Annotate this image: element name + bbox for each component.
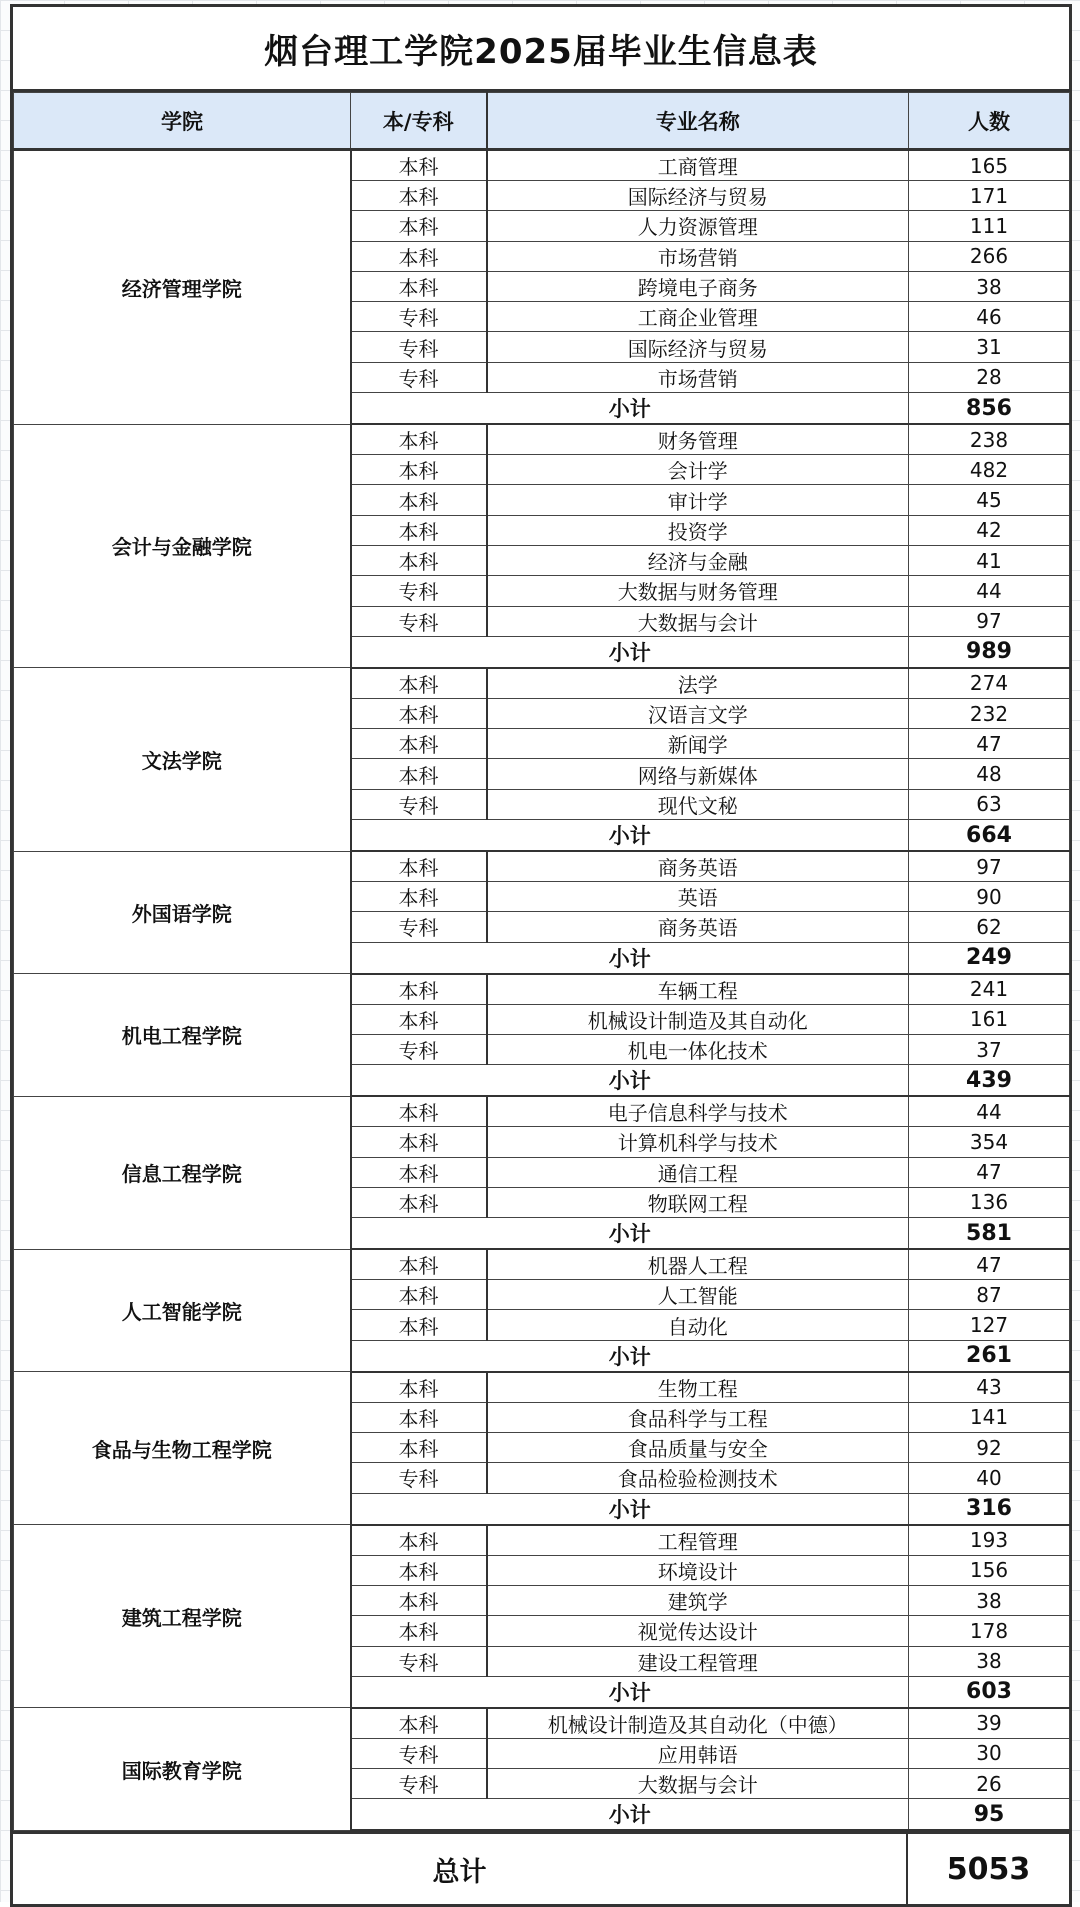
- level-cell: 本科: [351, 545, 487, 575]
- major-cell: 财务管理: [487, 424, 909, 455]
- count-cell: 156: [909, 1555, 1070, 1585]
- level-cell: 本科: [351, 271, 487, 301]
- level-cell: 本科: [351, 759, 487, 789]
- level-cell: 专科: [351, 362, 487, 392]
- level-cell: 专科: [351, 576, 487, 606]
- level-cell: 本科: [351, 698, 487, 728]
- level-cell: 本科: [351, 1402, 487, 1432]
- table-row: [14, 1372, 1070, 1403]
- total-label: 总计: [13, 1834, 908, 1904]
- subtotal-value: 316: [909, 1493, 1070, 1525]
- major-cell: 人工智能: [487, 1280, 909, 1310]
- count-cell: 28: [909, 362, 1070, 392]
- count-cell: 31: [909, 332, 1070, 362]
- major-cell: 市场营销: [487, 241, 909, 271]
- college-name: 国际教育学院: [14, 1708, 351, 1831]
- count-cell: 38: [909, 271, 1070, 301]
- major-cell: 会计学: [487, 455, 909, 485]
- major-cell: 自动化: [487, 1310, 909, 1340]
- level-cell: 本科: [351, 455, 487, 485]
- major-cell: 商务英语: [487, 851, 909, 882]
- subtotal-label: 小计: [351, 820, 909, 852]
- major-cell: 市场营销: [487, 362, 909, 392]
- table-row: [14, 1708, 1070, 1739]
- subtotal-value: 856: [909, 393, 1070, 425]
- subtotal-value: 603: [909, 1676, 1070, 1708]
- major-cell: 电子信息科学与技术: [487, 1096, 909, 1127]
- count-cell: 178: [909, 1616, 1070, 1646]
- major-cell: 机械设计制造及其自动化: [487, 1004, 909, 1034]
- major-cell: 大数据与会计: [487, 606, 909, 636]
- level-cell: 本科: [351, 1004, 487, 1034]
- count-cell: 274: [909, 668, 1070, 699]
- major-cell: 网络与新媒体: [487, 759, 909, 789]
- header-major: 专业名称: [487, 93, 909, 150]
- level-cell: 本科: [351, 181, 487, 211]
- count-cell: 161: [909, 1004, 1070, 1034]
- subtotal-label: 小计: [351, 1799, 909, 1831]
- graduate-table: [13, 92, 1070, 1831]
- count-cell: 47: [909, 1157, 1070, 1187]
- count-cell: 46: [909, 302, 1070, 332]
- level-cell: 专科: [351, 1769, 487, 1799]
- major-cell: 投资学: [487, 515, 909, 545]
- subtotal-label: 小计: [351, 1340, 909, 1372]
- count-cell: 40: [909, 1463, 1070, 1493]
- major-cell: 视觉传达设计: [487, 1616, 909, 1646]
- table-row: [14, 1525, 1070, 1556]
- table-row: [14, 150, 1070, 181]
- subtotal-value: 261: [909, 1340, 1070, 1372]
- major-cell: 跨境电子商务: [487, 271, 909, 301]
- count-cell: 90: [909, 882, 1070, 912]
- level-cell: 本科: [351, 241, 487, 271]
- level-cell: 专科: [351, 302, 487, 332]
- level-cell: 专科: [351, 912, 487, 942]
- level-cell: 本科: [351, 1096, 487, 1127]
- count-cell: 62: [909, 912, 1070, 942]
- page-title: 烟台理工学院2025届毕业生信息表: [13, 7, 1069, 92]
- count-cell: 87: [909, 1280, 1070, 1310]
- count-cell: 127: [909, 1310, 1070, 1340]
- graduate-info-sheet: [10, 4, 1072, 1907]
- count-cell: 97: [909, 851, 1070, 882]
- major-cell: 工商企业管理: [487, 302, 909, 332]
- level-cell: 本科: [351, 424, 487, 455]
- count-cell: 38: [909, 1646, 1070, 1676]
- table-row: [14, 851, 1070, 882]
- level-cell: 本科: [351, 1249, 487, 1280]
- level-cell: 本科: [351, 668, 487, 699]
- college-name: 经济管理学院: [14, 150, 351, 425]
- count-cell: 45: [909, 485, 1070, 515]
- count-cell: 232: [909, 698, 1070, 728]
- major-cell: 机械设计制造及其自动化（中德）: [487, 1708, 909, 1739]
- level-cell: 本科: [351, 1585, 487, 1615]
- major-cell: 大数据与财务管理: [487, 576, 909, 606]
- level-cell: 本科: [351, 1310, 487, 1340]
- subtotal-label: 小计: [351, 1218, 909, 1250]
- college-name: 会计与金融学院: [14, 424, 351, 668]
- subtotal-value: 664: [909, 820, 1070, 852]
- level-cell: 专科: [351, 606, 487, 636]
- table-row: [14, 1249, 1070, 1280]
- count-cell: 165: [909, 150, 1070, 181]
- level-cell: 本科: [351, 1187, 487, 1217]
- major-cell: 审计学: [487, 485, 909, 515]
- level-cell: 专科: [351, 1646, 487, 1676]
- level-cell: 专科: [351, 1463, 487, 1493]
- count-cell: 43: [909, 1372, 1070, 1403]
- college-name: 外国语学院: [14, 851, 351, 974]
- header-level: 本/专科: [351, 93, 487, 150]
- count-cell: 48: [909, 759, 1070, 789]
- subtotal-label: 小计: [351, 393, 909, 425]
- count-cell: 141: [909, 1402, 1070, 1432]
- header-college: 学院: [14, 93, 351, 150]
- count-cell: 47: [909, 729, 1070, 759]
- count-cell: 97: [909, 606, 1070, 636]
- major-cell: 建设工程管理: [487, 1646, 909, 1676]
- major-cell: 新闻学: [487, 729, 909, 759]
- header-count: 人数: [909, 93, 1070, 150]
- count-cell: 44: [909, 576, 1070, 606]
- count-cell: 136: [909, 1187, 1070, 1217]
- level-cell: 本科: [351, 150, 487, 181]
- level-cell: 本科: [351, 1127, 487, 1157]
- table-row: [14, 974, 1070, 1005]
- level-cell: 专科: [351, 789, 487, 819]
- college-name: 食品与生物工程学院: [14, 1372, 351, 1525]
- count-cell: 354: [909, 1127, 1070, 1157]
- major-cell: 工程管理: [487, 1525, 909, 1556]
- table-row: [14, 1096, 1070, 1127]
- count-cell: 37: [909, 1034, 1070, 1064]
- count-cell: 42: [909, 515, 1070, 545]
- level-cell: 本科: [351, 1280, 487, 1310]
- major-cell: 商务英语: [487, 912, 909, 942]
- subtotal-label: 小计: [351, 1065, 909, 1097]
- major-cell: 机器人工程: [487, 1249, 909, 1280]
- count-cell: 111: [909, 211, 1070, 241]
- major-cell: 国际经济与贸易: [487, 181, 909, 211]
- count-cell: 41: [909, 545, 1070, 575]
- table-header-row: [14, 93, 1070, 150]
- subtotal-label: 小计: [351, 1493, 909, 1525]
- count-cell: 193: [909, 1525, 1070, 1556]
- major-cell: 食品质量与安全: [487, 1433, 909, 1463]
- count-cell: 44: [909, 1096, 1070, 1127]
- major-cell: 机电一体化技术: [487, 1034, 909, 1064]
- level-cell: 本科: [351, 1525, 487, 1556]
- subtotal-value: 581: [909, 1218, 1070, 1250]
- major-cell: 建筑学: [487, 1585, 909, 1615]
- college-name: 机电工程学院: [14, 974, 351, 1097]
- major-cell: 生物工程: [487, 1372, 909, 1403]
- major-cell: 食品检验检测技术: [487, 1463, 909, 1493]
- subtotal-label: 小计: [351, 942, 909, 974]
- count-cell: 30: [909, 1738, 1070, 1768]
- level-cell: 本科: [351, 515, 487, 545]
- college-name: 人工智能学院: [14, 1249, 351, 1372]
- college-name: 信息工程学院: [14, 1096, 351, 1249]
- major-cell: 计算机科学与技术: [487, 1127, 909, 1157]
- count-cell: 238: [909, 424, 1070, 455]
- major-cell: 大数据与会计: [487, 1769, 909, 1799]
- major-cell: 车辆工程: [487, 974, 909, 1005]
- subtotal-value: 95: [909, 1799, 1070, 1831]
- level-cell: 本科: [351, 485, 487, 515]
- major-cell: 应用韩语: [487, 1738, 909, 1768]
- table-row: [14, 668, 1070, 699]
- total-row: [13, 1831, 1069, 1904]
- major-cell: 人力资源管理: [487, 211, 909, 241]
- major-cell: 环境设计: [487, 1555, 909, 1585]
- college-name: 建筑工程学院: [14, 1525, 351, 1708]
- subtotal-label: 小计: [351, 1676, 909, 1708]
- major-cell: 英语: [487, 882, 909, 912]
- count-cell: 92: [909, 1433, 1070, 1463]
- subtotal-label: 小计: [351, 636, 909, 668]
- count-cell: 266: [909, 241, 1070, 271]
- level-cell: 专科: [351, 1738, 487, 1768]
- major-cell: 食品科学与工程: [487, 1402, 909, 1432]
- count-cell: 241: [909, 974, 1070, 1005]
- level-cell: 本科: [351, 882, 487, 912]
- level-cell: 本科: [351, 729, 487, 759]
- count-cell: 39: [909, 1708, 1070, 1739]
- level-cell: 本科: [351, 1616, 487, 1646]
- level-cell: 专科: [351, 1034, 487, 1064]
- count-cell: 482: [909, 455, 1070, 485]
- level-cell: 本科: [351, 974, 487, 1005]
- level-cell: 本科: [351, 1372, 487, 1403]
- major-cell: 汉语言文学: [487, 698, 909, 728]
- level-cell: 本科: [351, 211, 487, 241]
- major-cell: 工商管理: [487, 150, 909, 181]
- subtotal-value: 439: [909, 1065, 1070, 1097]
- subtotal-value: 989: [909, 636, 1070, 668]
- college-name: 文法学院: [14, 668, 351, 851]
- major-cell: 法学: [487, 668, 909, 699]
- count-cell: 38: [909, 1585, 1070, 1615]
- count-cell: 26: [909, 1769, 1070, 1799]
- level-cell: 本科: [351, 1555, 487, 1585]
- table-body: [14, 150, 1070, 1831]
- level-cell: 本科: [351, 1708, 487, 1739]
- major-cell: 物联网工程: [487, 1187, 909, 1217]
- major-cell: 现代文秘: [487, 789, 909, 819]
- major-cell: 经济与金融: [487, 545, 909, 575]
- level-cell: 本科: [351, 1433, 487, 1463]
- count-cell: 171: [909, 181, 1070, 211]
- subtotal-value: 249: [909, 942, 1070, 974]
- total-value: 5053: [946, 1851, 1031, 1887]
- table-row: [14, 424, 1070, 455]
- count-cell: 47: [909, 1249, 1070, 1280]
- major-cell: 国际经济与贸易: [487, 332, 909, 362]
- level-cell: 专科: [351, 332, 487, 362]
- count-cell: 63: [909, 789, 1070, 819]
- major-cell: 通信工程: [487, 1157, 909, 1187]
- level-cell: 本科: [351, 1157, 487, 1187]
- level-cell: 本科: [351, 851, 487, 882]
